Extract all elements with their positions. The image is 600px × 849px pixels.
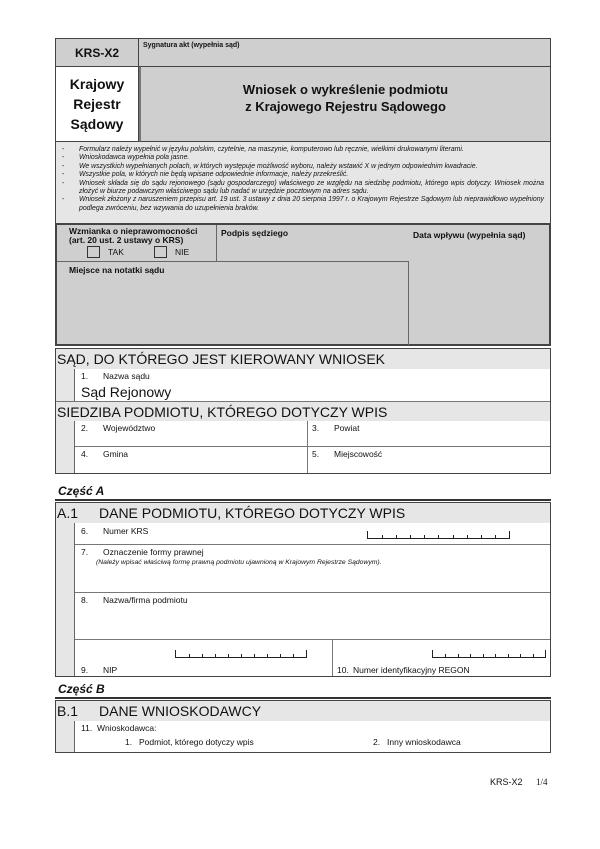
registry-name [55, 67, 139, 142]
registry-name-line: Sądowy [70, 116, 124, 132]
part-a-rule [55, 499, 551, 501]
judge-signature-label: Podpis sędziego [221, 228, 289, 238]
digit-cell[interactable] [280, 650, 293, 658]
applicant-option-other[interactable] [373, 737, 461, 747]
page-number: 1/4 [536, 777, 548, 787]
instruction-item [62, 171, 544, 179]
signature-label: Sygnatura akt (wypełnia sąd) [143, 42, 240, 49]
regon-field[interactable] [332, 639, 550, 676]
option-label: Inny wnioskodawca [387, 737, 461, 747]
section-title: DANE WNIOSKODAWCY [99, 703, 262, 719]
instruction-item [62, 154, 544, 162]
digit-cell[interactable] [481, 531, 495, 539]
digit-cell[interactable] [470, 650, 482, 658]
field-hint: (Należy wpisać właściwą formę prawną podmiotu ujawnioną w Krajowym Rejestrze Sądowym). [96, 559, 382, 566]
field-label: Nazwa sądu [103, 371, 150, 381]
form-title-line: z Krajowego Rejestru Sądowego [245, 99, 446, 114]
bullet: - [62, 179, 65, 187]
instruction-item [62, 196, 544, 213]
field-number: 6. [81, 526, 89, 536]
no-label: NIE [175, 246, 190, 257]
registry-name-line: Rejestr [73, 96, 121, 112]
digit-cell[interactable] [445, 650, 457, 658]
field-label: Numer KRS [103, 526, 149, 536]
field-number: 5. [312, 449, 320, 459]
applicant-field [75, 721, 550, 752]
section-heading: SIEDZIBA PODMIOTU, KTÓREGO DOTYCZY WPIS [56, 401, 550, 421]
instruction-text: Wszystkie pola, w których nie będą wpisane odpowiednie informacje, należy przekreślić. [79, 171, 349, 179]
part-b-label: Część B [58, 682, 105, 696]
digit-cell[interactable] [228, 650, 241, 658]
field-label: Oznaczenie formy prawnej [103, 547, 204, 557]
digit-cell[interactable] [495, 531, 510, 539]
field-label: Numer identyfikacyjny REGON [353, 665, 470, 675]
invalidity-note [57, 225, 217, 262]
section-court [55, 348, 551, 474]
instructions [55, 142, 551, 224]
digit-cell[interactable] [508, 650, 520, 658]
yes-label: TAK [108, 246, 124, 257]
part-a-label: Część A [58, 484, 105, 498]
field-number: 1. [81, 371, 89, 381]
field-number: 7. [81, 547, 89, 557]
judge-signature-field [217, 225, 409, 262]
instruction-text: Wnioskodawca wypełnia pola jasne. [79, 154, 190, 162]
digit-cell[interactable] [410, 531, 424, 539]
no-checkbox[interactable] [154, 246, 167, 258]
regon-digit-comb[interactable] [432, 650, 546, 658]
receipt-date-label: Data wpływu (wypełnia sąd) [413, 230, 526, 240]
digit-cell[interactable] [453, 531, 467, 539]
field-label: Województwo [103, 423, 156, 433]
voivodeship-field[interactable] [75, 421, 307, 446]
court-use-box [55, 224, 551, 346]
receipt-date-field [409, 225, 551, 345]
form-code-text: KRS-X2 [74, 45, 119, 60]
digit-cell[interactable] [189, 650, 202, 658]
court-notes-field [57, 262, 409, 345]
invalidity-label: Wzmianka o nieprawomocności [69, 226, 198, 236]
court-notes-label: Miejsce na notatki sądu [69, 265, 165, 275]
digit-cell[interactable] [175, 650, 189, 658]
court-name-field[interactable] [75, 369, 550, 401]
section-a1 [55, 502, 551, 677]
gutter [56, 721, 75, 752]
section-heading: SĄD, DO KTÓREGO JEST KIEROWANY WNIOSEK [56, 349, 550, 369]
field-number: 2. [81, 423, 89, 433]
instruction-text: Wniosek złożony z naruszeniem przepisu art. 19 ust. 3 ustawy z dnia 20 sierpnia 1997 r. o Krajowym Rejestrze Sądowym lub nieprawidłowo wypełniony podlega zwróceniu, bez wzywania do uzupełnienia braków. [79, 196, 544, 212]
legal-form-field[interactable] [75, 544, 550, 592]
instruction-text: Formularz należy wypełnić w języku polskim, czytelnie, na maszynie, komputerowo lub ręcznie, wielkimi drukowanymi literami. [79, 146, 464, 153]
field-number: 11. [81, 723, 93, 733]
footer-form-code: KRS-X2 [490, 777, 523, 787]
field-label: Miejscowość [334, 449, 383, 459]
gutter [56, 369, 75, 401]
digit-cell[interactable] [432, 650, 445, 658]
digit-cell[interactable] [520, 650, 532, 658]
digit-cell[interactable] [241, 650, 254, 658]
municipality-field[interactable] [75, 446, 307, 473]
instruction-text: We wszystkich wypełnianych polach, w których występuje możliwość wyboru, należy wstawić X w jednym odpowiednim kwadracie. [79, 162, 478, 170]
section-heading [56, 503, 550, 523]
signature-field [139, 38, 551, 67]
form-title-line: Wniosek o wykreślenie podmiotu [242, 82, 449, 97]
section-code: A.1 [57, 505, 79, 521]
digit-cell[interactable] [215, 650, 228, 658]
digit-cell[interactable] [424, 531, 438, 539]
field-label: Powiat [334, 423, 360, 433]
bullet: - [62, 162, 65, 170]
digit-cell[interactable] [495, 650, 507, 658]
entity-name-field[interactable] [75, 592, 550, 639]
field-number: 10. [337, 665, 349, 675]
field-number: 4. [81, 449, 89, 459]
instruction-item [62, 163, 544, 171]
bullet: - [62, 154, 65, 162]
field-number: 9. [81, 665, 89, 675]
section-code: B.1 [57, 703, 79, 719]
yes-checkbox[interactable] [87, 246, 100, 258]
instruction-item [62, 180, 544, 197]
digit-cell[interactable] [254, 650, 267, 658]
digit-cell[interactable] [293, 650, 307, 658]
registry-name-line: Krajowy [69, 76, 125, 92]
field-label: NIP [103, 665, 118, 675]
digit-cell[interactable] [483, 650, 495, 658]
option-number: 2. [373, 737, 381, 747]
field-label: Wnioskodawca: [97, 723, 157, 733]
field-number: 3. [312, 423, 320, 433]
digit-cell[interactable] [382, 531, 396, 539]
option-label: Podmiot, którego dotyczy wpis [139, 737, 254, 747]
form-code [55, 38, 139, 67]
section-title: DANE PODMIOTU, KTÓREGO DOTYCZY WPIS [99, 505, 406, 521]
applicant-option-entity[interactable] [125, 737, 254, 747]
nip-digit-comb[interactable] [175, 650, 307, 658]
county-field[interactable] [307, 421, 550, 446]
form-title [139, 67, 551, 142]
digit-cell[interactable] [202, 650, 215, 658]
krs-digit-comb[interactable] [367, 531, 510, 539]
gutter [56, 421, 75, 473]
option-number: 1. [125, 737, 133, 747]
field-number: 8. [81, 595, 89, 605]
bullet: - [62, 171, 65, 179]
locality-field[interactable] [307, 446, 550, 473]
digit-cell[interactable] [367, 531, 382, 539]
section-heading [56, 701, 550, 721]
section-b1 [55, 700, 551, 753]
digit-cell[interactable] [458, 650, 470, 658]
digit-cell[interactable] [267, 650, 280, 658]
bullet: - [62, 196, 65, 204]
field-label: Gmina [103, 449, 129, 459]
field-label: Nazwa/firma podmiotu [103, 595, 188, 605]
digit-cell[interactable] [396, 531, 410, 539]
digit-cell[interactable] [438, 531, 452, 539]
invalidity-sublabel: (art. 20 ust. 2 ustawy o KRS) [69, 235, 184, 245]
bullet: - [62, 146, 65, 153]
digit-cell[interactable] [467, 531, 481, 539]
instruction-item [62, 146, 544, 154]
gutter [56, 523, 75, 676]
krs-number-field[interactable] [75, 523, 550, 544]
court-name-value[interactable]: Sąd Rejonowy [81, 384, 172, 400]
nip-field[interactable] [75, 639, 332, 676]
part-b-rule [55, 697, 551, 699]
digit-cell[interactable] [533, 650, 546, 658]
instruction-text: Wniosek składa się do sądu rejonowego (sądu gospodarczego) właściwego ze względu na siedzibę podmiotu, którego wpis dotyczy. Wniosek można złożyć w biurze podawczym właściwego sądu lub nadać w urzędzie pocztowym na adres sądu. [79, 179, 544, 196]
